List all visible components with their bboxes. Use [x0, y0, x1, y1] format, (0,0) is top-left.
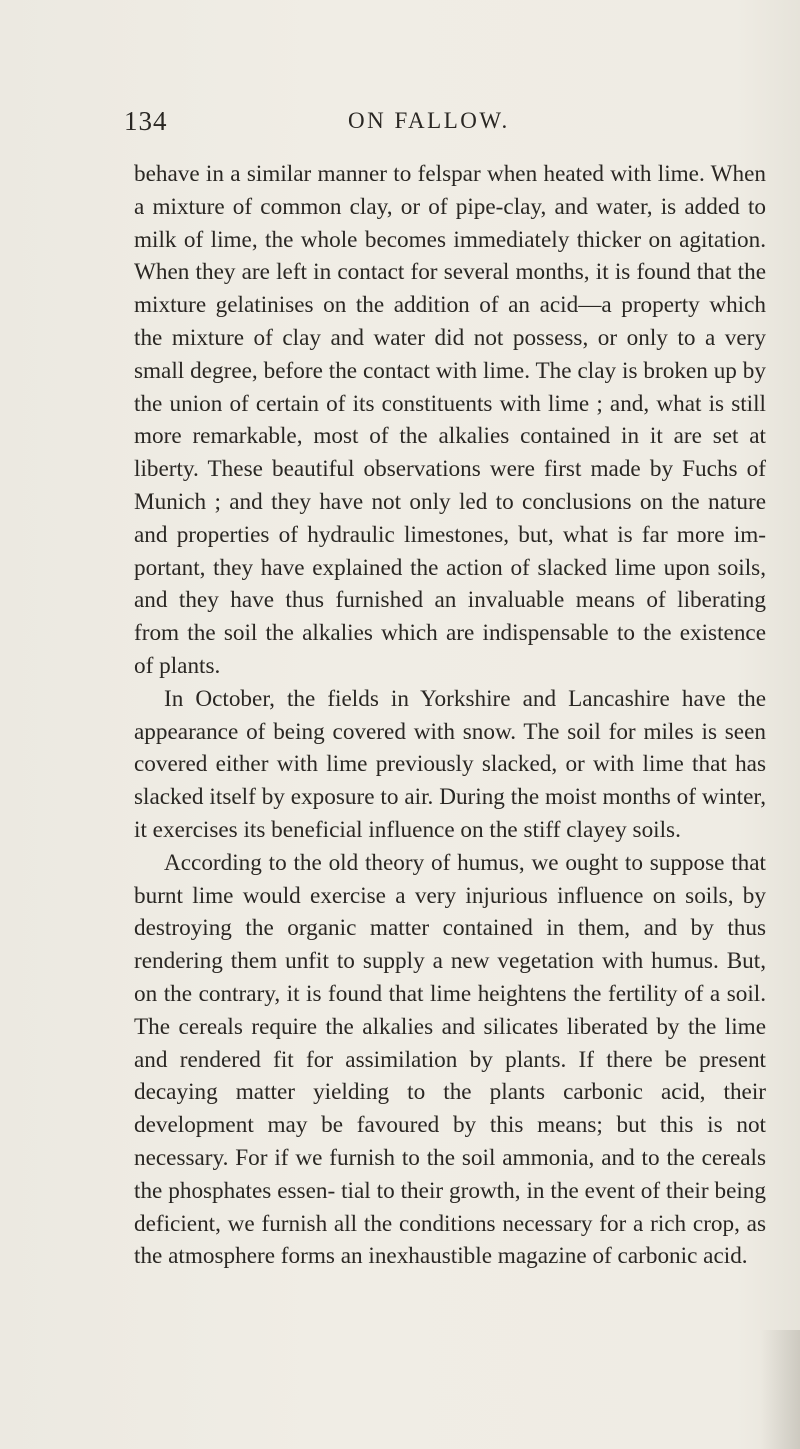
paragraph-2: In October, the fields in Yorkshire and Lancashire have the appearance of being covered with snow. The soil for miles is seen covered either with lime previously slacked, or with lime that has slacked itself by exposure to air. During the moist months of winter, it exercises its beneficial influence on the stiff clayey soils. — [134, 685, 766, 843]
paragraph-3: According to the old theory of humus, we ought to suppose that burnt lime would exercise a very injurious influence on soils, by destroying the organic matter contained in them, and by thus rendering them unfit to supply a new vegetation with humus. But, on the contrary, it is found that lime heightens the fertility of a soil. The cereals require the alkalies and silicates liberated by the lime and rendered fit for assimilation by plants. If there be present decaying matter yielding to the plants carbonic acid, their development may be favoured by this means; but this is not necessary. For if we furnish to the soil ammonia, and to the cereals the phosphates essen- tial to their growth, in the event of their being deficient, we furnish all the conditions necessary for a rich crop, as the atmosphere forms an inexhaustible magazine of carbonic acid. — [134, 849, 766, 1270]
page-number: 134 — [124, 106, 168, 136]
paragraph-1: behave in a similar manner to felspar when heated with lime. When a mixture of common clay, or of pipe-clay, and water, is added to milk of lime, the whole becomes immediately thicker on agitation. When they are left in contact for several months, it is found that the mixture gelatinises on the addition of an acid—a property which the mixture of clay and water did not possess, or only to a very small degree, before the contact with lime. The clay is broken up by the union of certain of its constituents with lime ; and, what is still more remarkable, most of the alkalies contained in it are set at liberty. These beautiful observations were first made by Fuchs of Munich ; and they have not only led to conclusions on the nature and properties of hydraulic limestones, but, what is far more im- portant, they have explained the action of slacked lime upon soils, and they have thus furnished an invaluable means of liberating from the soil the alkalies which are indispensable to the existence of plants. — [134, 161, 766, 679]
running-title: ON FALLOW. — [348, 108, 510, 133]
page-edge-shadow — [760, 1330, 800, 1449]
running-head — [124, 102, 764, 142]
body-text — [134, 158, 766, 1273]
